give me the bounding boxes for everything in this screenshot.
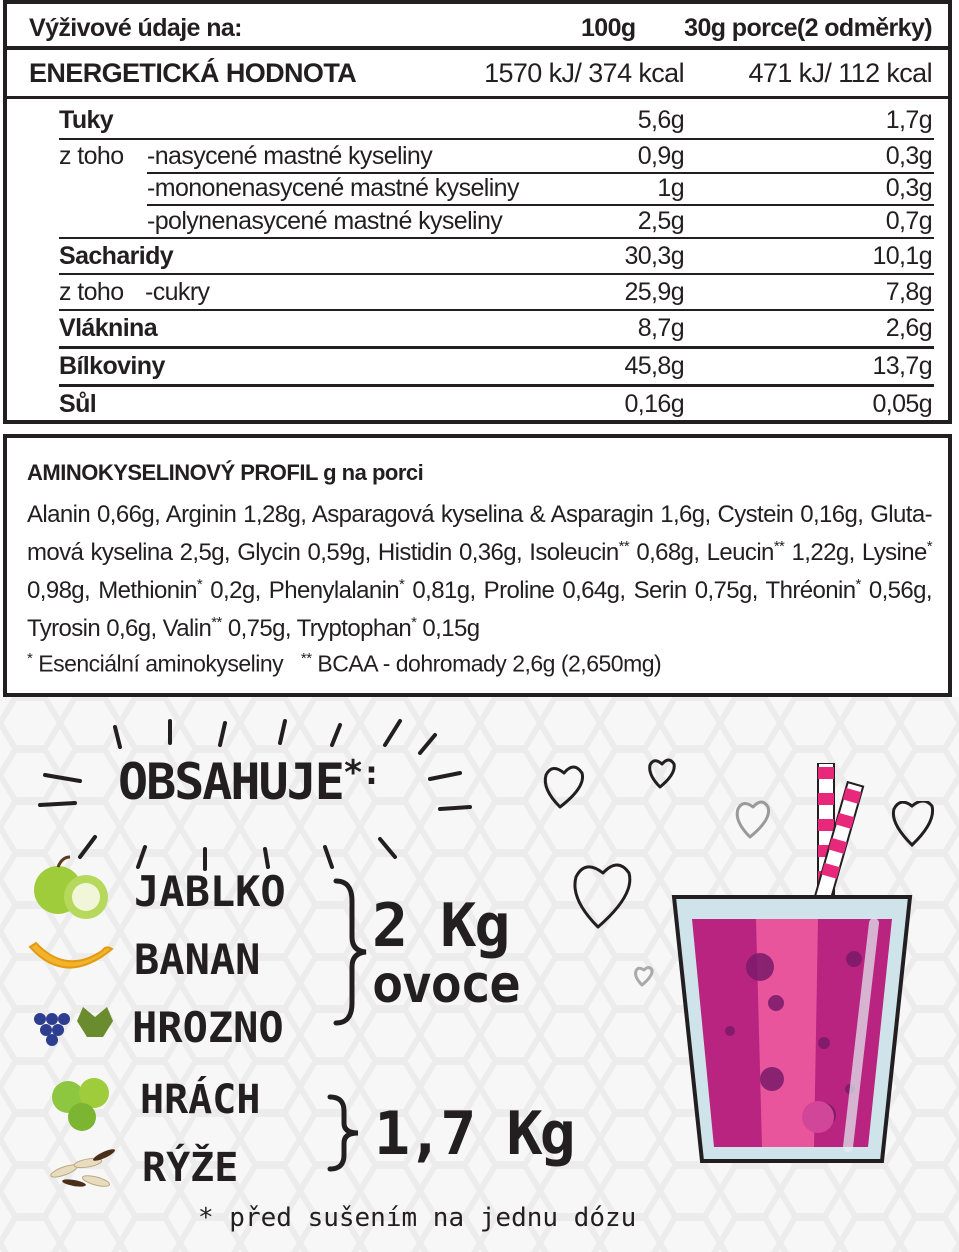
energy-divider — [7, 96, 948, 99]
ingredients-infographic — [0, 697, 959, 1252]
nutrition-header-col100: 100g — [581, 14, 636, 42]
brace-icon — [326, 1093, 362, 1173]
nutrient-value-30g: 7,8g — [885, 278, 932, 306]
bcaa-marker: ** — [300, 650, 312, 667]
row-divider — [59, 384, 934, 387]
essential-note: Esenciální aminokyseliny — [32, 650, 284, 677]
amino-footnote — [27, 650, 661, 678]
amino-title: AMINOKYSELINOVÝ PROFIL g na porci — [27, 460, 424, 485]
nutrient-value-30g: 13,7g — [872, 352, 932, 380]
nutrient-label: -polynenasycené mastné kyseliny — [147, 207, 503, 235]
other-pea-label: HRÁCH — [140, 1077, 261, 1123]
brace-icon — [330, 877, 370, 1027]
amino-marker: ** — [211, 614, 222, 631]
row-divider — [59, 273, 934, 275]
nutrient-value-100g: 0,9g — [637, 142, 684, 170]
amino-marker: * — [196, 576, 203, 593]
energy-value-100g: 1570 kJ/ 374 kcal — [484, 58, 684, 88]
energy-value-30g: 471 kJ/ 112 kcal — [748, 58, 932, 88]
nutrient-value-30g: 10,1g — [872, 242, 932, 270]
contains-heading — [118, 753, 380, 811]
fruit-apple-label: JABLKO — [134, 867, 286, 916]
nutrient-label: -mononenasycené mastné kyseliny — [147, 174, 519, 202]
amino-text-part: 0,75g, Tryptophan — [221, 615, 412, 642]
nutrient-label: -nasycené mastné kyseliny — [147, 142, 433, 170]
smoothie-glass-icon — [668, 763, 928, 1163]
bcaa-note: BCAA - dohromady 2,6g (2,650mg) — [311, 650, 662, 677]
apple-icon — [28, 855, 118, 925]
amino-marker: * — [855, 576, 861, 593]
fruit-banana-label: BANAN — [134, 935, 261, 984]
nutrient-value-100g: 2,5g — [637, 207, 684, 235]
amino-marker: ** — [618, 538, 630, 555]
nutrient-value-100g: 25,9g — [624, 278, 684, 306]
nutrient-prefix: z toho — [59, 278, 124, 306]
other-rice-label: RÝŽE — [142, 1145, 239, 1191]
nutrient-label: Tuky — [59, 106, 114, 134]
amino-marker: ** — [773, 538, 785, 555]
amino-text-part: 0,81g, Proline 0,64g, Serin 0,75g, Thréonin — [404, 577, 856, 604]
fruit-total-amount: 2 Kg — [372, 891, 509, 961]
nutrient-value-30g: 2,6g — [885, 314, 932, 342]
nutrient-value-100g: 45,8g — [624, 352, 684, 380]
amino-text-part: Alanin 0,66g, Arginin 1,28g, Asparagová kyselina & Asparagin 1,6g, Cystein 0,16g, Gluta-mová kyselina 2,5g, Glycin 0,59g, Histidin 0,36g, Isoleucin — [27, 501, 932, 566]
row-divider — [59, 237, 934, 239]
amino-list — [27, 496, 932, 648]
nutrition-header-label: Výživové údaje na: — [29, 14, 242, 42]
nutrient-value-100g: 8,7g — [637, 314, 684, 342]
contains-heading-text: OBSAHUJE — [118, 753, 343, 811]
row-divider — [59, 309, 934, 311]
pea-icon — [48, 1073, 118, 1133]
banana-icon — [26, 937, 116, 987]
contains-heading-star: *: — [342, 753, 380, 793]
fruit-grape-label: HROZNO — [132, 1003, 284, 1052]
amino-marker: * — [926, 538, 932, 555]
amino-text-part: 1,22g, Lysine — [784, 539, 927, 566]
amino-text-part: 0,68g, Leucin — [629, 539, 774, 566]
nutrient-value-100g: 5,6g — [637, 106, 684, 134]
amino-marker: * — [411, 614, 417, 631]
amino-text-part: 0,15g — [416, 615, 480, 642]
fruit-total-unit: ovoce — [372, 955, 519, 1015]
nutrient-prefix: z toho — [59, 142, 124, 170]
amino-text-part: 0,98g, Methionin — [27, 577, 197, 604]
nutrition-table — [3, 0, 952, 424]
row-divider — [59, 346, 934, 349]
nutrient-value-30g: 0,3g — [885, 142, 932, 170]
other-total-amount: 1,7 Kg — [374, 1099, 573, 1169]
amino-text-part: 0,56g, Tyrosin 0,6g, Valin — [27, 577, 932, 642]
nutrient-value-100g: 1g — [657, 174, 684, 202]
nutrient-value-100g: 30,3g — [624, 242, 684, 270]
nutrient-label: -cukry — [145, 278, 210, 306]
amino-profile-box — [3, 434, 952, 697]
nutrient-label: Vláknina — [59, 314, 158, 342]
row-divider — [147, 204, 934, 206]
drying-note: * před sušením na jednu dózu — [198, 1203, 637, 1233]
nutrient-label: Sacharidy — [59, 242, 174, 270]
nutrient-value-30g: 0,7g — [885, 207, 932, 235]
header-divider — [7, 46, 948, 50]
row-divider — [59, 138, 934, 140]
amino-marker: * — [399, 576, 405, 593]
energy-label: ENERGETICKÁ HODNOTA — [29, 58, 357, 88]
nutrient-value-30g: 0,3g — [885, 174, 932, 202]
nutrient-value-30g: 1,7g — [885, 106, 932, 134]
nutrient-label: Bílkoviny — [59, 352, 165, 380]
rice-icon — [44, 1137, 124, 1197]
essential-marker: * — [27, 650, 33, 667]
nutrient-value-100g: 0,16g — [624, 390, 684, 418]
nutrient-label: Sůl — [59, 390, 97, 418]
nutrition-header-col30: 30g porce(2 odměrky) — [684, 14, 932, 42]
nutrient-value-30g: 0,05g — [872, 390, 932, 418]
grape-icon — [28, 999, 128, 1049]
amino-text-part: 0,2g, Phenylalanin — [202, 577, 400, 604]
